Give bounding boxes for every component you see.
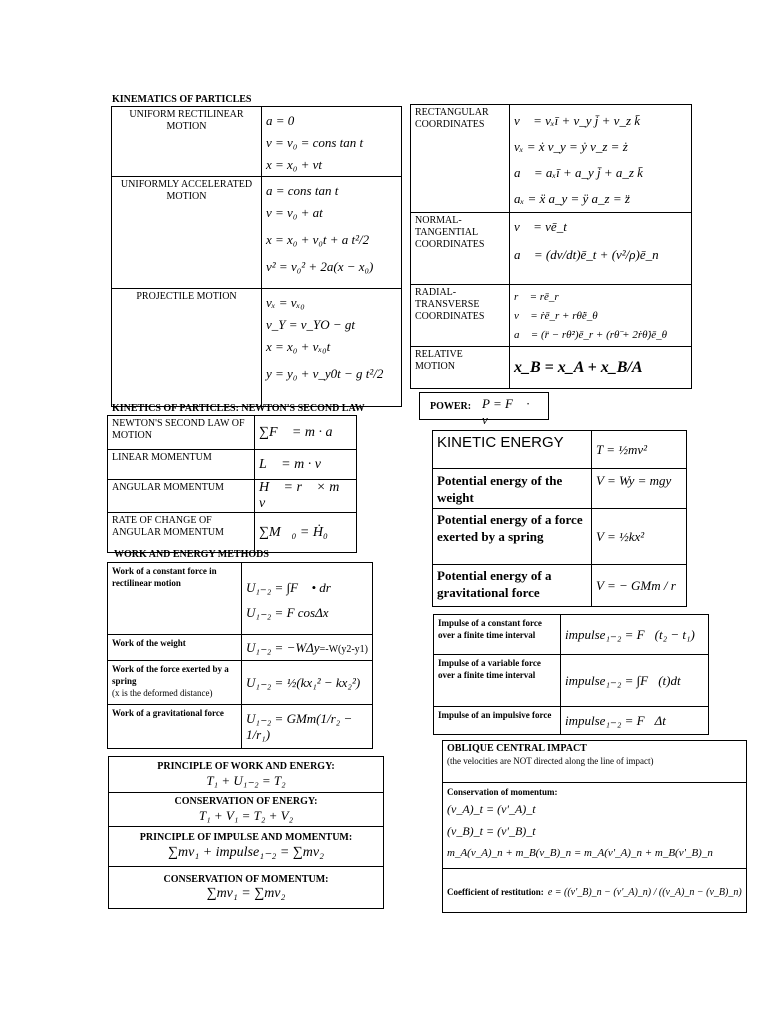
restitution-label: Coefficient of restitution: <box>447 886 544 897</box>
equation: T₁ + U₁₋₂ = T₂ <box>206 772 286 788</box>
kinematics-equations <box>262 177 402 289</box>
energy-label: KINETIC ENERGY <box>433 431 592 469</box>
coordinates-label: RADIAL-TRANSVERSE COORDINATES <box>411 285 510 347</box>
equation: v⃗ = ṙē_r + rθ̇ē_θ <box>514 310 598 322</box>
work-equations <box>242 563 373 635</box>
oblique-momentum <box>443 783 747 869</box>
power-equation: P = F⃗ · v⃗ <box>482 396 530 427</box>
oblique-subtitle: (the velocities are NOT directed along the line of impact) <box>447 756 654 766</box>
table-row <box>433 509 687 565</box>
principle-title: PRINCIPLE OF WORK AND ENERGY: <box>157 760 335 772</box>
table-row <box>108 661 373 705</box>
kinematics-label: UNIFORM RECTILINEAR MOTION <box>112 107 262 177</box>
kinetics-label: RATE OF CHANGE OF ANGULAR MOMENTUM <box>108 513 255 553</box>
table-row <box>434 615 709 655</box>
table-row <box>434 655 709 707</box>
kinematics-equations <box>262 107 402 177</box>
equation: v_Y = v_YO − gt <box>266 317 356 332</box>
kinematics-title: KINEMATICS OF PARTICLES <box>112 94 252 105</box>
equation: T₁ + V₁ = T₂ + V₂ <box>198 807 294 823</box>
table-row <box>108 635 373 661</box>
table-row <box>108 563 373 635</box>
table-row <box>109 757 384 793</box>
coordinates-label: RELATIVE MOTION <box>411 347 510 389</box>
principles-table <box>108 756 384 909</box>
table-row <box>443 741 747 783</box>
work-label: Work of the force exerted by a spring <box>112 664 229 686</box>
coordinates-label: NORMAL-TANGENTIAL COORDINATES <box>411 213 510 285</box>
principle-cell <box>109 827 384 867</box>
table-row <box>112 107 402 177</box>
kinematics-label: PROJECTILE MOTION <box>112 289 262 407</box>
equation: a⃗ = (r̈ − rθ̇²)ē_r + (rθ̈ + 2ṙθ̇)ē_θ <box>514 329 667 341</box>
table-row <box>433 565 687 607</box>
principle-cell <box>109 793 384 827</box>
kinematics-equations <box>262 289 402 407</box>
table-row <box>411 213 692 285</box>
oblique-title: OBLIQUE CENTRAL IMPACT <box>447 743 587 754</box>
equation: ∑mv₁ = ∑mv₂ <box>206 885 286 901</box>
table-row <box>411 285 692 347</box>
work-label: Work of a constant force in rectilinear motion <box>108 563 242 635</box>
table-row <box>108 480 357 513</box>
coordinates-equations <box>510 285 692 347</box>
kinetics-label: ANGULAR MOMENTUM <box>108 480 255 513</box>
principle-title: CONSERVATION OF ENERGY: <box>174 795 318 807</box>
equation: x_B = x_A + x_B/A <box>510 347 692 389</box>
equation: T = ½mv² <box>592 431 687 469</box>
energy-table <box>432 430 687 607</box>
restitution-equation: e = ((v'_B)_n − (v'_A)_n) / ((v_A)_n − (v_B)_n) <box>547 886 742 898</box>
kinetics-label: NEWTON'S SECOND LAW OF MOTION <box>108 416 255 450</box>
kinetics-table <box>107 415 357 553</box>
equation: y = y₀ + v_y0t − g t²/2 <box>266 366 384 381</box>
principle-cell <box>109 867 384 909</box>
work-note: (x is the deformed distance) <box>112 688 213 698</box>
work-label-cell <box>108 661 242 705</box>
equation: (v_A)_t = (v'_A)_t <box>447 802 536 816</box>
work-label: Work of the weight <box>108 635 242 661</box>
oblique-table <box>442 740 747 913</box>
equation: v = v₀ = cons tan t <box>266 135 364 150</box>
momentum-label: Conservation of momentum: <box>447 787 558 797</box>
equation: ∑M⃗₀ = Ḣ₀ <box>255 513 357 553</box>
work-equations <box>242 635 373 661</box>
table-row <box>411 347 692 389</box>
oblique-header <box>443 741 747 783</box>
equation: aₓ = ẍ a_y = ÿ a_z = z̈ <box>514 191 630 206</box>
kinematics-table <box>111 106 402 407</box>
equation: U₁₋₂ = −WΔy <box>246 639 320 655</box>
table-row <box>443 783 747 869</box>
equation: a = cons tan t <box>266 183 339 198</box>
table-row <box>108 513 357 553</box>
equation: ∑mv₁ + impulse₁₋₂ = ∑mv₂ <box>168 845 324 860</box>
equation: L⃗ = m · v⃗ <box>255 450 357 480</box>
kinetics-label: LINEAR MOMENTUM <box>108 450 255 480</box>
equation: ∑F⃗ = m · a⃗ <box>255 416 357 450</box>
equation-tail: =-W(y2-y1) <box>319 643 368 655</box>
equation: U₁₋₂ = F cosΔx <box>246 604 329 620</box>
impulse-label: Impulse of a variable force over a finite time interval <box>434 655 561 707</box>
table-row <box>109 827 384 867</box>
principle-title: PRINCIPLE OF IMPULSE AND MOMENTUM: <box>139 832 353 843</box>
coordinates-label: RECTANGULAR COORDINATES <box>411 105 510 213</box>
energy-label: Potential energy of the weight <box>433 469 592 509</box>
impulse-label: Impulse of an impulsive force <box>434 707 561 735</box>
work-title: WORK AND ENERGY METHODS <box>114 549 269 560</box>
equation: r⃗ = rē_r <box>514 291 559 303</box>
power-label: POWER: <box>430 401 472 412</box>
impulse-label: Impulse of a constant force over a finite time interval <box>434 615 561 655</box>
equation: a = 0 <box>266 113 295 128</box>
equation: U₁₋₂ = GMm(1/r₂ − 1/r₁) <box>242 705 373 749</box>
equation: v⃗ = vₓī + v_y j̄ + v_z k̄ <box>514 113 641 128</box>
oblique-restitution <box>443 869 747 913</box>
work-table <box>107 562 373 749</box>
kinetics-title: KINETICS OF PARTICLES: NEWTON'S SECOND LAW <box>112 403 365 414</box>
equation: vₓ = vₓ₀ <box>266 295 305 310</box>
energy-label: Potential energy of a force exerted by a spring <box>433 509 592 565</box>
equation: U₁₋₂ = ∫F⃗ • dr⃗ <box>246 579 341 595</box>
table-row <box>433 469 687 509</box>
equation: vₓ = ẋ v_y = ẏ v_z = ż <box>514 139 628 154</box>
table-row <box>109 867 384 909</box>
equation: v⃗ = vē_t <box>514 219 567 234</box>
table-row <box>109 793 384 827</box>
equation: x = x₀ + vt <box>266 157 322 172</box>
equation: v² = v₀² + 2a(x − x₀) <box>266 259 374 274</box>
table-row <box>433 431 687 469</box>
table-row <box>112 177 402 289</box>
principle-title: CONSERVATION OF MOMENTUM: <box>163 873 329 885</box>
equation: x = x₀ + vₓ₀t <box>266 339 331 354</box>
table-row <box>443 869 747 913</box>
coordinates-equations <box>510 213 692 285</box>
equation: m_A(v_A)_n + m_B(v_B)_n = m_A(v'_A)_n + m_B(v'_B)_n <box>447 847 713 859</box>
impulse-table <box>433 614 709 735</box>
table-row <box>108 705 373 749</box>
coordinates-table <box>410 104 692 389</box>
equation: H⃗ = r⃗ × m v⃗ <box>255 480 357 513</box>
power-box <box>419 392 549 427</box>
work-label: Work of a gravitational force <box>108 705 242 749</box>
equation: V = Wy = mgy <box>592 469 687 509</box>
equation: a⃗ = (dv/dt)ē_t + (v²/ρ)ē_n <box>514 247 659 262</box>
table-row <box>112 289 402 407</box>
equation: V = ½kx² <box>592 509 687 565</box>
equation: U₁₋₂ = ½(kx₁² − kx₂²) <box>242 661 373 705</box>
table-row <box>434 707 709 735</box>
equation: x = x₀ + v₀t + a t²/2 <box>266 232 370 247</box>
table-row <box>411 105 692 213</box>
kinematics-label: UNIFORMLY ACCELERATED MOTION <box>112 177 262 289</box>
coordinates-equations <box>510 105 692 213</box>
equation: v = v₀ + at <box>266 205 323 220</box>
equation: a⃗ = aₓī + a_y j̄ + a_z k̄ <box>514 165 643 180</box>
table-row <box>108 450 357 480</box>
equation: impulse₁₋₂ = ∫F⃗(t)dt <box>561 655 709 707</box>
equation: (v_B)_t = (v'_B)_t <box>447 824 536 838</box>
equation: impulse₁₋₂ = F⃗(t₂ − t₁) <box>561 615 709 655</box>
equation: V = − GMm / r <box>592 565 687 607</box>
equation: impulse₁₋₂ = F⃗Δt <box>561 707 709 735</box>
table-row <box>108 416 357 450</box>
energy-label: Potential energy of a gravitational force <box>433 565 592 607</box>
principle-cell <box>109 757 384 793</box>
